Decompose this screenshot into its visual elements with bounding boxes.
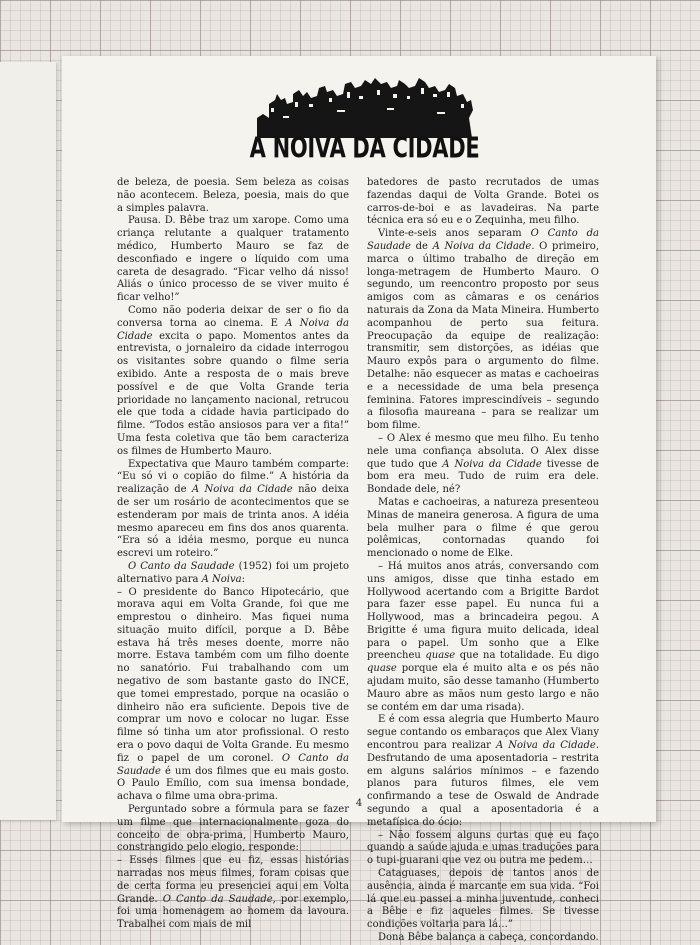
paragraph — [367, 177, 599, 228]
text-run: – O Alex é mesmo que meu filho. Eu tenho nele uma confiança absoluta. O Alex disse que tudo que — [367, 432, 599, 470]
paragraph — [117, 587, 349, 805]
paragraph — [117, 305, 349, 459]
text-run: – Não fossem alguns curtas que eu faço quando a saúde ajuda e umas traduções para o tupi-guarani que vez ou outra me pedem… — [367, 829, 599, 867]
article-title: A NOIVA DA CIDADE — [249, 132, 480, 165]
paragraph — [117, 459, 349, 561]
paragraph — [367, 433, 599, 497]
text-run: Perguntado sobre a fórmula para se fazer um filme que internacionalmente goza do conceito de obra-prima, Humberto Mauro, constrangido pelo elogio, responde: — [117, 804, 349, 854]
text-run: Matas e cachoeiras, a natureza presenteou Minas de maneira generosa. A figura de uma bela mulher para o filme é que gerou polêmicas, contornadas quando foi mencionado o nome de Elke. — [367, 496, 599, 560]
text-run: excita o papo. Momentos antes da entrevista, o jornaleiro da cidade interrogou os visitantes sobre quando o filme seria exibido. Ante a resposta de o mais breve possível e de que Volta Grande teria prioridade no lançamento nacional, retrucou ele que toda a cidade havia participado do filme. “Todos estão ansiosos para ver a fita!” Uma festa coletiva que tão bem caracteriza os filmes de Humberto Mauro. — [117, 330, 349, 457]
text-run: , por exemplo, foi uma homenagem ao homem da lavoura. Trabalhei com mais de mil — [117, 893, 349, 931]
text-run: : — [241, 573, 245, 585]
italic-title: O Canto da Saudade — [117, 752, 350, 777]
text-run: de — [410, 240, 433, 252]
text-run: Cataguases, depois de tantos anos de ausência, ainda é marcante em sua vida. “Foi lá que eu passei a minha juventude, conheci a Bêbe e fiz aqueles filmes. Se tivesse condições voltaria para lá…” — [367, 868, 599, 931]
italic-title: quase — [367, 663, 397, 675]
paragraph — [367, 497, 599, 561]
text-column-right — [367, 177, 599, 945]
text-run: porque ela é muito alta e os pés não ajudam muito, são desse tamanho (Humberto Mauro abre as mãos num gesto largo e não se contém em dar uma risada). — [367, 663, 599, 713]
paragraph — [117, 215, 349, 305]
text-run: que na totalidade. Eu digo — [455, 650, 599, 662]
text-run: . O primeiro, marca o último trabalho de direção em longa-metragem de Humberto Mauro. O segundo, um reencontro proposto por seus amigos com as câmaras e os cenários naturais da Zona da Mata Mineira. Humberto acompanhou de perto sua feitura. Preocupação da equipe de realização: transmitir, sem distorções, as idéias que Mauro expôs para o argumento do filme. Detalhe: não esquecer as matas e cachoeiras e a necessidade de uma bela presença feminina. Fatores imprescindíveis – segundo a filosofia maureana – para se realizar um bom filme. — [367, 240, 600, 432]
magazine-page — [62, 56, 656, 944]
text-run: – Esses filmes que eu fiz, essas histórias narradas nos meus filmes, foram coisas que de certa forma eu presenciei aqui em Volta Grande. — [117, 855, 349, 905]
paragraph — [117, 561, 349, 587]
text-column-left — [117, 177, 349, 932]
text-run: E é com essa alegria que Humberto Mauro segue contando os embaraços que Alex Viany encontrou para realizar — [367, 714, 599, 752]
italic-title: O Canto da Saudade — [367, 228, 600, 252]
paragraph — [117, 804, 349, 855]
italic-title: A Noiva — [201, 573, 242, 585]
page-number: 4 — [355, 798, 363, 809]
text-run: Expectativa que Mauro também comparte: “Eu só vi o copião do filme.” A história da realização de — [117, 458, 349, 496]
text-run: Como não poderia deixar de ser o fio da conversa torna ao cinema. E — [117, 304, 349, 329]
paragraph — [367, 714, 599, 829]
italic-title: A Noiva da Cidade — [191, 484, 293, 496]
paragraph — [367, 932, 599, 945]
text-run: é um dos filmes que eu mais gosto. O Paulo Emílio, com sua imensa bondade, achava o filme uma obra-prima. — [117, 765, 349, 803]
italic-title: quase — [425, 650, 456, 662]
text-run: Vinte-e-seis anos separam — [378, 228, 531, 240]
city-skyline-illustration — [247, 74, 482, 138]
text-run: – Há muitos anos atrás, conversando com uns amigos, disse que tinha estado em Hollywood acertando com a Brigitte Bardot para fazer esse papel. Eu nunca fui a Hollywood, mas a brincadeira pegou. A Brigitte é uma figura muito delicada, ideal para o papel. Um sonho que a Elke preencheu — [367, 560, 599, 662]
text-run: não deixa de ser um rosário de acontecimentos que se estenderam por mais de trinta anos. A idéia mesmo apareceu em fins dos anos quarenta. “Era só a idéia mesmo, porque eu nunca escrevi um roteiro.” — [117, 484, 349, 560]
italic-title: A Noiva da Cidade — [495, 740, 596, 752]
text-run: tivesse de bom era meu. Tudo de ruim era dele. Bondade dele, né? — [367, 458, 600, 496]
paragraph — [367, 830, 599, 868]
title-header — [247, 74, 482, 165]
italic-title: O Canto da Saudade — [128, 560, 235, 572]
text-run: Dona Bêbe balança a cabeça, concordando. — [378, 932, 599, 944]
text-run: de beleza, de poesia. Sem beleza as coisas não acontecem. Beleza, poesia, mais do que a simples palavra. — [117, 177, 349, 214]
paragraph — [367, 561, 599, 715]
previous-page-edge — [0, 62, 56, 820]
italic-title: A Noiva da Cidade — [442, 458, 542, 470]
paragraph — [367, 868, 599, 932]
text-run: (1952) foi um projeto alternativo para — [117, 560, 349, 585]
italic-title: A Noiva da Cidade — [432, 240, 532, 252]
text-run: . Desfrutando de uma aposentadoria – restrita em alguns salários mínimos – e fazendo planos para futuros filmes, ele vem confirmando a tese de Oswald de Andrade segundo a qual a aposentadoria é a metafísica do ócio: — [367, 740, 599, 828]
text-run: Pausa. D. Bêbe traz um xarope. Como uma criança relutante a qualquer tratamento médico, Humberto Mauro se faz de desconfiado e ingere o líquido com uma careta de desagrado. “Ficar velho dá nisso! Aliás o único processo de se viver muito é ficar velho!” — [117, 215, 349, 304]
italic-title: O Canto da Saudade — [162, 893, 273, 905]
paragraph — [367, 228, 599, 433]
italic-title: A Noiva da Cidade — [117, 317, 349, 342]
text-run: batedores de pasto recrutados de umas fazendas daqui de Volta Grande. Botei os carros-de-boi e as lavadeiras. Na parte técnica era só eu e o Zequinha, meu filho. — [367, 177, 599, 227]
paragraph — [117, 177, 349, 215]
text-run: – O presidente do Banco Hipotecário, que morava aqui em Volta Grande, foi que me emprestou o dinheiro. Mas fiquei numa situação muito difícil, porque a D. Bêbe estava há três meses doente, morre não morre. Estava também com um filho doente no sanatório. Fui trabalhando com um negativo de som bastante gasto do INCE, que tomei emprestado, porque na ocasião o dinheiro não era suficiente. Depois tive de comprar um novo e colocar no lugar. Esse filme só tinha um ator profissional. O resto era o povo daqui de Volta Grande. Eu mesmo fiz o papel de um coronel. — [117, 586, 349, 764]
paragraph — [117, 855, 349, 932]
